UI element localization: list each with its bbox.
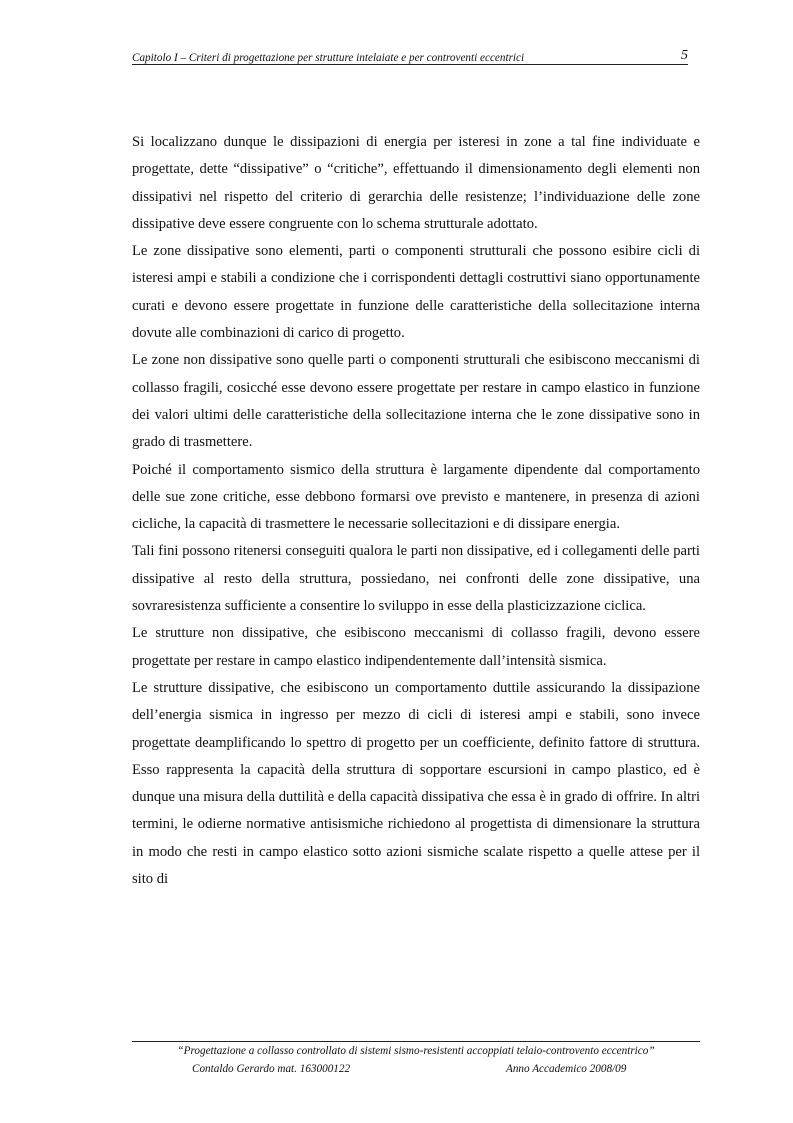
body-text	[132, 129, 700, 893]
page-footer	[132, 1041, 700, 1075]
page-header	[132, 48, 688, 66]
page-number: 5	[681, 48, 688, 63]
author-info: Contaldo Gerardo mat. 163000122	[192, 1063, 351, 1075]
chapter-title: Capitolo I – Criteri di progettazione per strutture intelaiate e per controventi eccentrici	[132, 52, 525, 64]
footer-rule	[132, 1041, 700, 1042]
paragraph: Le zone non dissipative sono quelle parti o componenti strutturali che esibiscono meccanismi di collasso fragili, cosicché esse devono essere progettate per restare in campo elastico in funzione dei valori ultimi delle caratteristiche della sollecitazione interna che le zone dissipative sono in grado di trasmettere.	[132, 352, 700, 451]
paragraph: Le strutture dissipative, che esibiscono un comportamento duttile assicurando la dissipazione dell’energia sismica in ingresso per mezzo di cicli di isteresi ampi e stabili, sono invece progettate deamplificando lo spettro di progetto per un coefficiente, definito fattore di struttura. Esso rappresenta la capacità della struttura di sopportare escursioni in campo plastico, ed è dunque una misura della duttilità e della capacità dissipativa che essa è in grado di offrire. In altri termini, le odierne normative antisismiche richiedono al progettista di dimensionare la struttura in modo che resti in campo elastico sotto azioni sismiche scalate rispetto a quelle attese per il sito di	[132, 679, 700, 888]
thesis-title: “Progettazione a collasso controllato di sistemi sismo-resistenti accoppiati telaio-controvento eccentrico”	[177, 1045, 655, 1057]
academic-year: Anno Accademico 2008/09	[506, 1063, 627, 1075]
paragraph: Tali fini possono ritenersi conseguiti qualora le parti non dissipative, ed i collegamenti delle parti dissipative al resto della struttura, possiedano, nei confronti delle zone dissipative, una sovraresistenza sufficiente a consentire lo sviluppo in esse della plasticizzazione ciclica.	[132, 543, 700, 615]
paragraph: Si localizzano dunque le dissipazioni di energia per isteresi in zone a tal fine individuate e progettate, dette “dissipative” o “critiche”, effettuando il dimensionamento degli elementi non dissipativi nel rispetto del criterio di gerarchia delle resistenze; l’individuazione delle zone dissipative deve essere congruente con lo schema strutturale adottato.	[132, 134, 700, 232]
paragraph: Le strutture non dissipative, che esibiscono meccanismi di collasso fragili, devono essere progettate per restare in campo elastico indipendentemente dall’intensità sismica.	[132, 625, 700, 669]
header-rule	[132, 64, 688, 65]
paragraph: Le zone dissipative sono elementi, parti o componenti strutturali che possono esibire cicli di isteresi ampi e stabili a condizione che i corrispondenti dettagli costruttivi siano opportunamente curati e devono essere progettate in funzione delle caratteristiche della sollecitazione interna dovute alle combinazioni di carico di progetto.	[132, 243, 700, 342]
paragraph: Poiché il comportamento sismico della struttura è largamente dipendente dal comportamento delle sue zone critiche, esse debbono formarsi ove previsto e mantenere, in presenza di azioni cicliche, la capacità di trasmettere le necessarie sollecitazioni e di dissipare energia.	[132, 461, 700, 533]
